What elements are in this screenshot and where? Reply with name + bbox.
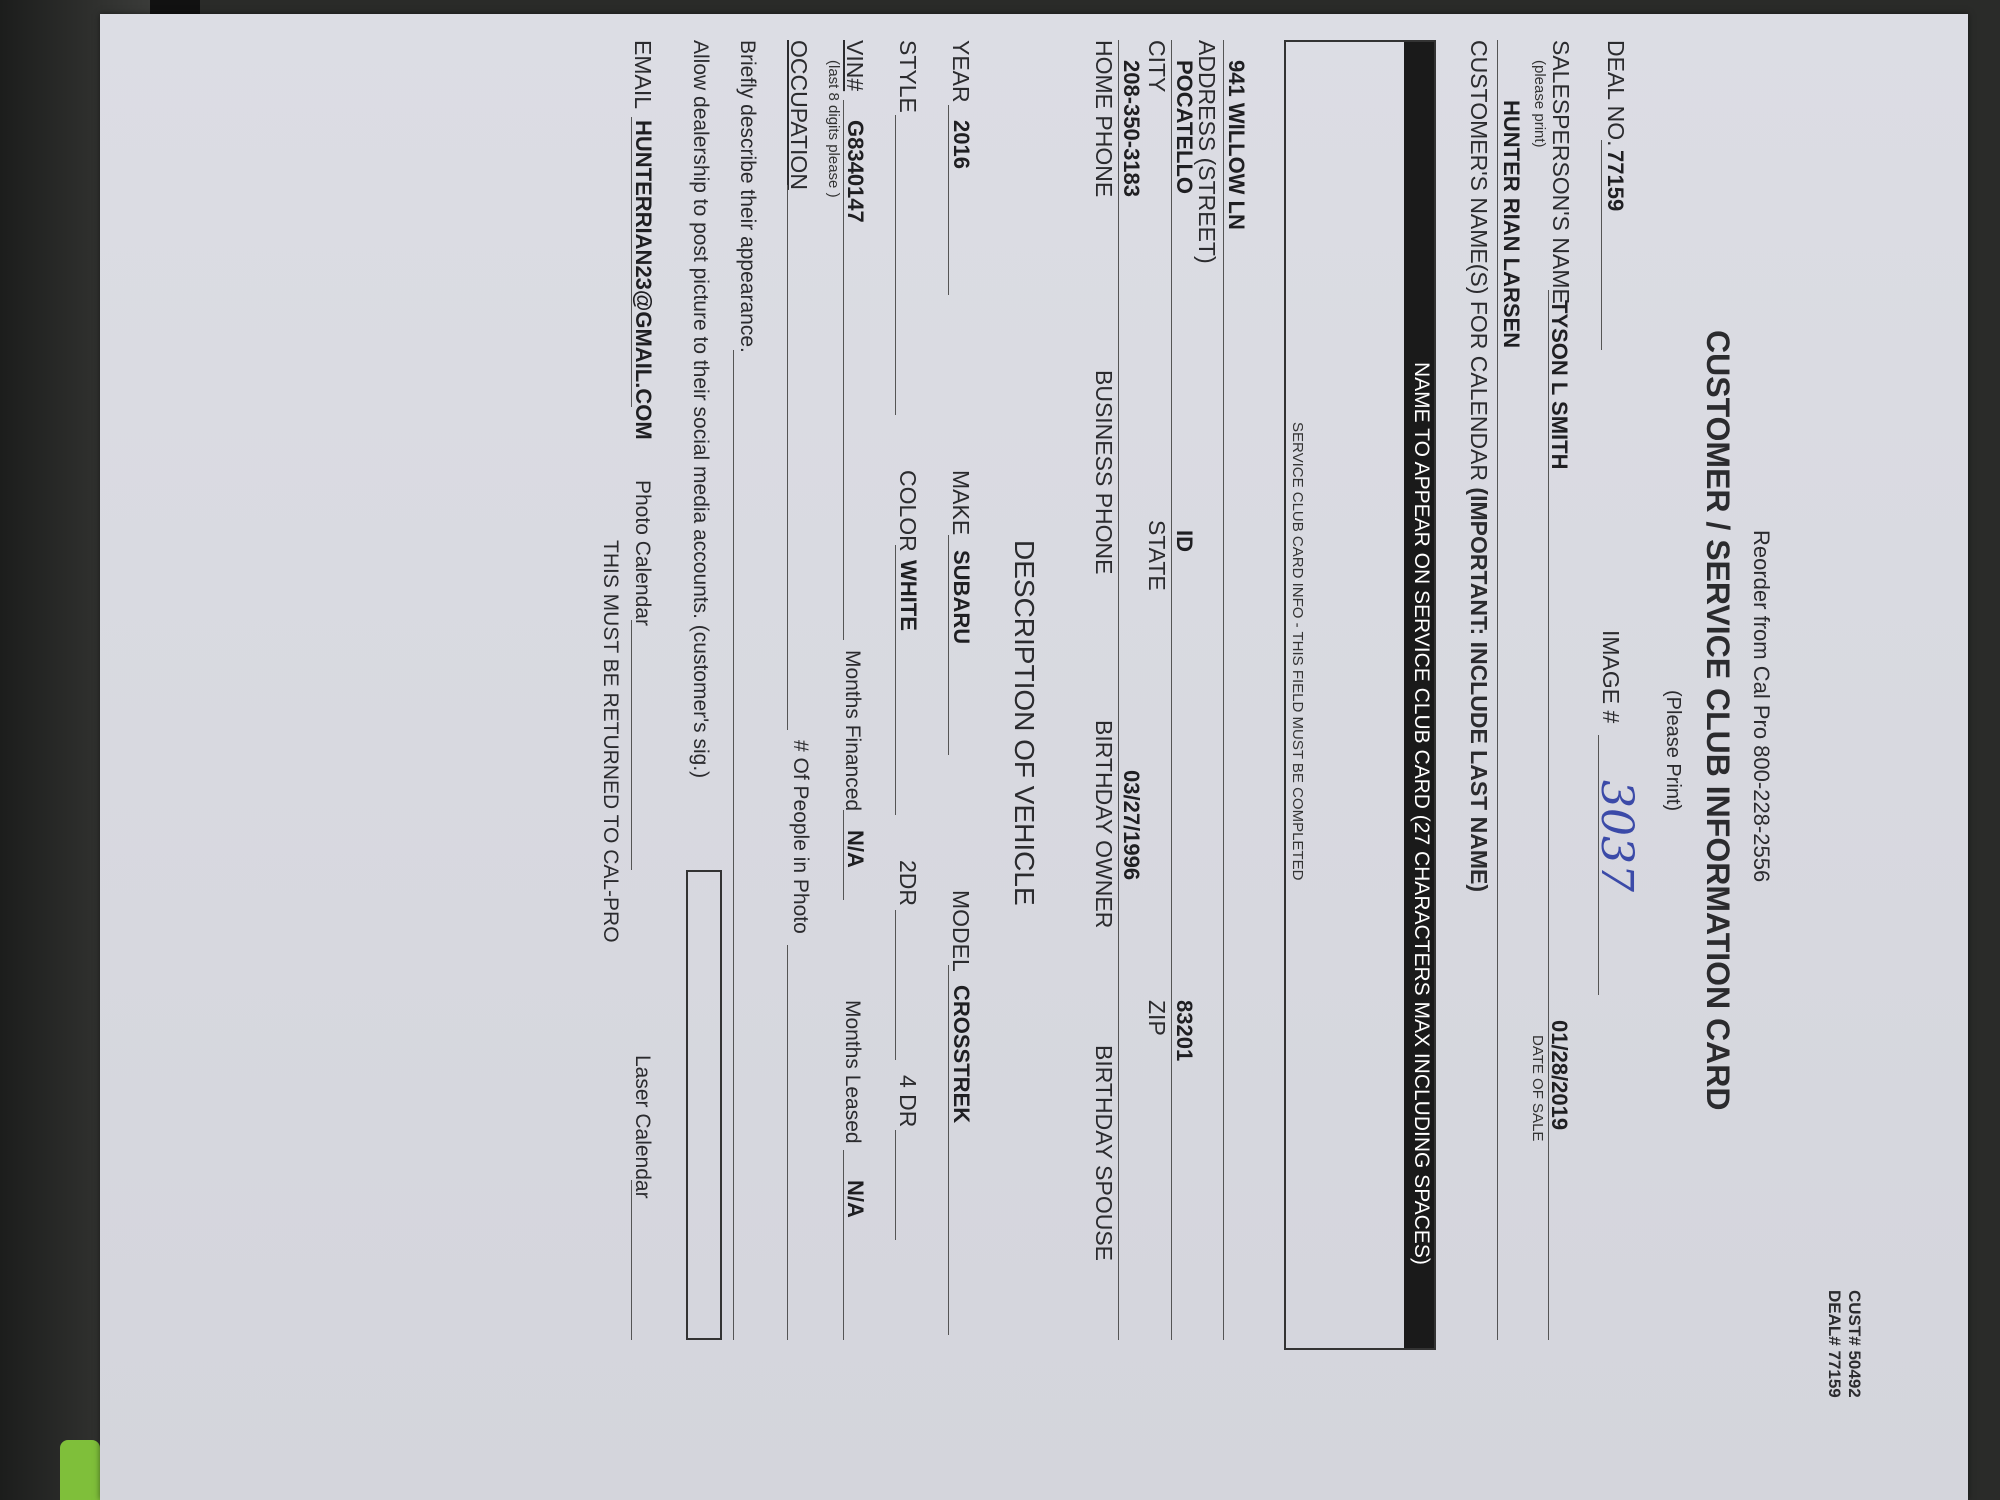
- two-door-label: 2DR: [895, 860, 921, 907]
- customer-name-label-text: CUSTOMER'S NAME(S) FOR CALENDAR: [1466, 40, 1492, 482]
- year-value: 2016: [949, 120, 974, 169]
- style-label: STYLE: [895, 40, 921, 113]
- zip-label: ZIP: [1144, 1000, 1170, 1036]
- customer-name-label: [1465, 40, 1492, 892]
- vehicle-heading: DESCRIPTION OF VEHICLE: [1009, 540, 1040, 906]
- business-phone-label: BUSINESS PHONE: [1091, 370, 1117, 575]
- laser-calendar-label: Laser Calendar: [631, 1055, 654, 1199]
- months-financed-value: N/A: [843, 830, 868, 868]
- model-value: CROSSTREK: [949, 985, 974, 1124]
- color-value: WHITE: [896, 560, 921, 631]
- address-label: ADDRESS (STREET): [1194, 40, 1220, 264]
- date-of-sale-label: DATE OF SALE: [1529, 1035, 1546, 1142]
- salesperson-label: SALESPERSON'S NAME: [1548, 40, 1574, 304]
- describe-appearance-label: Briefly describe their appearance.: [736, 40, 759, 353]
- months-financed-label: Months Financed: [841, 650, 864, 812]
- deal-no-value: 77159: [1603, 150, 1628, 212]
- zip-value: 83201: [1172, 1000, 1197, 1062]
- image-number-handwritten: 3037: [1591, 780, 1642, 892]
- email-label: EMAIL: [630, 40, 656, 110]
- make-value: SUBARU: [949, 550, 974, 645]
- photo-calendar-underline: [631, 620, 632, 870]
- vin-value: G8340147: [843, 120, 868, 223]
- state-label: STATE: [1144, 520, 1170, 591]
- birthday-spouse-label: BIRTHDAY SPOUSE: [1091, 1045, 1117, 1262]
- social-media-consent-label: Allow dealership to post picture to their social media accounts. (customer's sig.): [689, 40, 712, 779]
- people-in-photo-underline: [787, 945, 788, 1340]
- image-number-label: IMAGE #: [1598, 630, 1624, 724]
- deal-number: DEAL# 77159: [1825, 1290, 1844, 1398]
- salesperson-value: TYSON L SMITH: [1547, 300, 1572, 470]
- two-door-underline: [895, 910, 896, 1060]
- months-leased-label: Months Leased: [841, 1000, 864, 1144]
- salesperson-sub-label: (please print): [1531, 60, 1548, 148]
- information-card-form: [84, 0, 1984, 1480]
- service-card-note: SERVICE CLUB CARD INFO - THIS FIELD MUST BE COMPLETED: [1289, 422, 1306, 881]
- phones-underline: [1118, 40, 1119, 1340]
- customer-name-underline: [1497, 40, 1498, 1340]
- four-door-underline: [895, 1130, 896, 1240]
- date-of-sale-value: 01/28/2019: [1547, 1020, 1572, 1131]
- vin-sub-label: (last 8 digits please ): [825, 60, 842, 198]
- address-value: 941 WILLOW LN: [1224, 60, 1249, 230]
- reorder-text: Reorder from Cal Pro 800-228-2556: [1749, 530, 1774, 883]
- year-label: YEAR: [948, 40, 974, 103]
- customer-name-value: HUNTER RIAN LARSEN: [1499, 100, 1524, 349]
- people-in-photo-label: # Of People in Photo: [789, 740, 812, 934]
- service-card-banner: NAME TO APPEAR ON SERVICE CLUB CARD (27 CHARACTERS MAX INCLUDING SPACES): [1410, 362, 1433, 1265]
- occupation-label: OCCUPATION: [786, 40, 812, 190]
- months-leased-underline: [843, 1150, 844, 1340]
- color-label: COLOR: [895, 470, 921, 552]
- cust-number: CUST# 50492: [1845, 1290, 1864, 1398]
- home-phone-value: 208-350-3183: [1119, 60, 1144, 198]
- signature-box[interactable]: [686, 870, 722, 1340]
- city-label: CITY: [1144, 40, 1170, 93]
- birthday-owner-label: BIRTHDAY OWNER: [1091, 720, 1117, 929]
- describe-appearance-underline: [733, 350, 734, 1340]
- page-subtitle: (Please Print): [1662, 690, 1684, 812]
- model-label: MODEL: [948, 890, 974, 972]
- laser-calendar-underline: [631, 1180, 632, 1340]
- page-title: CUSTOMER / SERVICE CLUB INFORMATION CARD: [1700, 330, 1736, 1111]
- photo-calendar-label: Photo Calendar: [631, 480, 654, 626]
- make-label: MAKE: [948, 470, 974, 536]
- months-leased-value: N/A: [843, 1180, 868, 1218]
- occupation-underline: [787, 185, 788, 730]
- city-value: POCATELLO: [1172, 60, 1197, 195]
- deal-no-label: DEAL NO.: [1603, 40, 1629, 147]
- city-state-zip-underline: [1171, 40, 1172, 1340]
- home-phone-label: HOME PHONE: [1091, 40, 1117, 198]
- state-value: ID: [1172, 530, 1197, 552]
- address-underline: [1223, 40, 1224, 1340]
- email-value: HUNTERRIAN23@GMAIL.COM: [631, 120, 656, 440]
- return-to-cal-pro-note: THIS MUST BE RETURNED TO CAL-PRO: [599, 540, 622, 943]
- customer-name-label-important: (IMPORTANT: INCLUDE LAST NAME): [1466, 487, 1492, 892]
- cust-deal-numbers: [1824, 1290, 1864, 1398]
- four-door-label: 4 DR: [895, 1075, 921, 1128]
- birthday-owner-value: 03/27/1996: [1119, 770, 1144, 881]
- style-underline: [895, 115, 896, 415]
- service-card-box[interactable]: [1284, 40, 1436, 1350]
- vin-label: VIN#: [842, 40, 868, 92]
